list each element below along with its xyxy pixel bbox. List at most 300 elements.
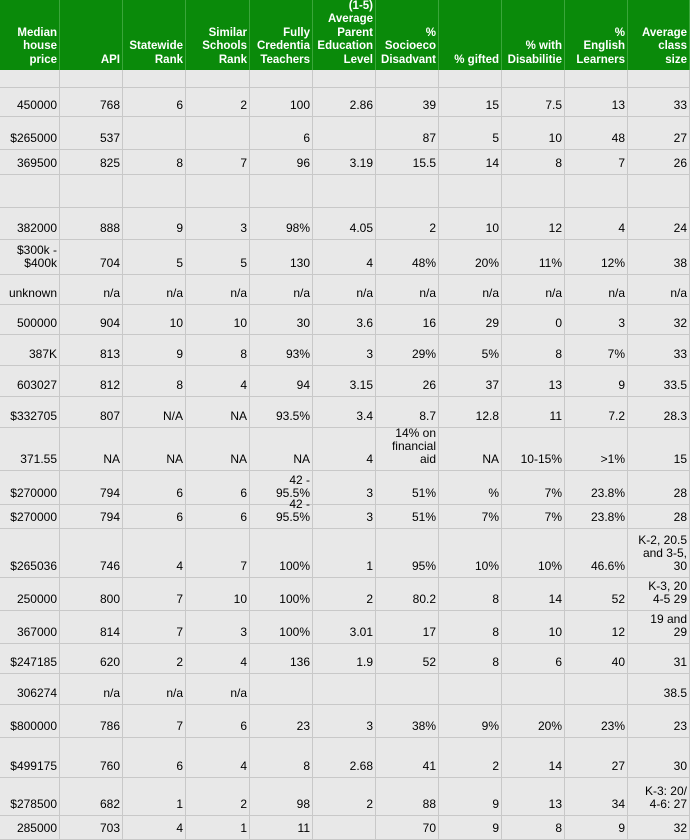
table-cell[interactable]: n/a <box>628 275 690 304</box>
table-cell[interactable]: 760 <box>60 738 123 777</box>
table-cell[interactable]: N/A <box>123 397 186 427</box>
table-cell[interactable]: 786 <box>60 705 123 737</box>
table-cell[interactable]: 33 <box>628 88 690 116</box>
table-cell[interactable]: 7 <box>123 578 186 610</box>
table-row <box>0 70 690 88</box>
table-cell[interactable]: 33.5 <box>628 366 690 396</box>
column-header[interactable]: Similar Schools Rank <box>186 0 250 70</box>
table-cell[interactable]: 9 <box>439 816 502 839</box>
table-cell[interactable]: NA <box>250 428 313 470</box>
column-header[interactable]: % Socioeco Disadvant <box>376 0 439 70</box>
table-cell[interactable] <box>250 70 313 87</box>
table-row <box>0 738 690 778</box>
column-header[interactable]: (1-5) Average Parent Education Level <box>313 0 376 70</box>
column-header[interactable]: Fully Credentia Teachers <box>250 0 313 70</box>
table-cell[interactable]: 8 <box>439 611 502 643</box>
table-cell[interactable]: 136 <box>250 644 313 673</box>
table-cell[interactable]: NA <box>123 428 186 470</box>
table-cell[interactable]: 3.4 <box>313 397 376 427</box>
table-cell[interactable] <box>439 175 502 207</box>
table-cell[interactable]: 6 <box>186 705 250 737</box>
table-cell[interactable] <box>313 175 376 207</box>
table-cell[interactable]: 29 <box>439 305 502 334</box>
table-cell[interactable]: 9 <box>123 208 186 239</box>
table-cell[interactable] <box>376 175 439 207</box>
table-cell[interactable]: 4 <box>123 529 186 577</box>
table-cell[interactable]: 800 <box>60 578 123 610</box>
table-cell[interactable]: n/a <box>250 275 313 304</box>
table-cell[interactable]: 4 <box>186 738 250 777</box>
table-row <box>0 150 690 175</box>
table-row <box>0 497 690 529</box>
table-cell[interactable] <box>313 70 376 87</box>
table-cell[interactable]: 4 <box>565 208 628 239</box>
table-cell[interactable] <box>313 674 376 704</box>
table-cell[interactable]: 250000 <box>0 578 60 610</box>
table-cell[interactable]: 3.01 <box>313 611 376 643</box>
table-cell[interactable]: NA <box>186 397 250 427</box>
table-cell[interactable]: 28.3 <box>628 397 690 427</box>
table-cell[interactable]: 4 <box>313 240 376 274</box>
table-cell[interactable]: 5 <box>186 240 250 274</box>
table-cell[interactable]: 30 <box>628 738 690 777</box>
table-cell[interactable]: 8 <box>123 150 186 174</box>
table-cell[interactable]: 1 <box>186 816 250 839</box>
table-cell[interactable]: n/a <box>376 275 439 304</box>
table-cell[interactable]: 15.5 <box>376 150 439 174</box>
table-cell[interactable]: 32 <box>628 305 690 334</box>
table-cell[interactable]: NA <box>186 428 250 470</box>
table-row <box>0 529 690 578</box>
table-cell[interactable]: 7% <box>502 505 565 528</box>
table-cell[interactable] <box>439 674 502 704</box>
table-cell[interactable]: 93.5% <box>250 397 313 427</box>
table-cell[interactable]: 387K <box>0 335 60 365</box>
table-cell[interactable]: 9 <box>565 816 628 839</box>
table-cell[interactable]: 7% <box>502 471 565 504</box>
table-cell[interactable]: 11 <box>250 816 313 839</box>
table-cell[interactable]: 23.8% <box>565 505 628 528</box>
table-cell[interactable]: 17 <box>376 611 439 643</box>
table-cell[interactable]: 19 and 29 <box>628 611 690 643</box>
table-row <box>0 366 690 397</box>
table-cell[interactable]: 7% <box>439 505 502 528</box>
table-cell[interactable]: 37 <box>439 366 502 396</box>
table-cell[interactable] <box>628 175 690 207</box>
table-row <box>0 240 690 275</box>
table-cell[interactable]: n/a <box>565 275 628 304</box>
table-cell[interactable]: 41 <box>376 738 439 777</box>
table-cell[interactable]: $265036 <box>0 529 60 577</box>
table-cell[interactable]: n/a <box>60 674 123 704</box>
table-cell[interactable]: 100% <box>250 529 313 577</box>
table-cell[interactable]: 8 <box>250 738 313 777</box>
table-cell[interactable]: 704 <box>60 240 123 274</box>
table-cell[interactable]: 7.5 <box>502 88 565 116</box>
table-cell[interactable]: 3.15 <box>313 366 376 396</box>
table-cell[interactable]: 703 <box>60 816 123 839</box>
table-cell[interactable]: 100% <box>250 611 313 643</box>
table-cell[interactable] <box>60 175 123 207</box>
table-cell[interactable]: 5 <box>439 117 502 149</box>
table-row <box>0 208 690 240</box>
table-cell[interactable] <box>0 70 60 87</box>
table-cell[interactable]: 48% <box>376 240 439 274</box>
table-cell[interactable]: 39 <box>376 88 439 116</box>
table-cell[interactable]: 4 <box>186 366 250 396</box>
table-cell[interactable]: 2 <box>439 738 502 777</box>
table-cell[interactable]: 2 <box>313 578 376 610</box>
table-cell[interactable]: 20% <box>502 705 565 737</box>
table-cell[interactable]: 794 <box>60 505 123 528</box>
table-cell[interactable]: 746 <box>60 529 123 577</box>
table-cell[interactable]: 4 <box>123 816 186 839</box>
table-cell[interactable]: 6 <box>502 644 565 673</box>
table-cell[interactable]: 28 <box>628 505 690 528</box>
table-row <box>0 471 690 505</box>
table-cell[interactable]: n/a <box>502 275 565 304</box>
table-cell[interactable]: 682 <box>60 778 123 815</box>
table-cell[interactable]: 27 <box>628 117 690 149</box>
table-cell[interactable]: 10 <box>123 305 186 334</box>
table-cell[interactable]: $300k - $400k <box>0 240 60 274</box>
table-cell[interactable]: 15 <box>439 88 502 116</box>
table-cell[interactable]: NA <box>439 428 502 470</box>
table-cell[interactable]: 4.05 <box>313 208 376 239</box>
table-cell[interactable]: >1% <box>565 428 628 470</box>
column-header[interactable]: Median house price <box>0 0 60 70</box>
table-cell[interactable]: 100 <box>250 88 313 116</box>
table-cell[interactable]: K-2, 20.5 and 3-5, 30 <box>628 529 690 577</box>
table-cell[interactable]: 8.7 <box>376 397 439 427</box>
table-cell[interactable]: 12 <box>565 611 628 643</box>
table-cell[interactable]: K-3, 20 4-5 29 <box>628 578 690 610</box>
table-cell[interactable]: $270000 <box>0 471 60 504</box>
table-cell[interactable]: 5 <box>123 240 186 274</box>
table-cell[interactable]: 9% <box>439 705 502 737</box>
table-cell[interactable]: n/a <box>186 674 250 704</box>
table-cell[interactable] <box>123 175 186 207</box>
table-cell[interactable]: 812 <box>60 366 123 396</box>
table-cell[interactable] <box>439 70 502 87</box>
table-cell[interactable]: 3 <box>313 505 376 528</box>
table-cell[interactable]: 369500 <box>0 150 60 174</box>
table-cell[interactable] <box>376 70 439 87</box>
table-cell[interactable] <box>502 674 565 704</box>
table-cell[interactable]: $332705 <box>0 397 60 427</box>
table-cell[interactable]: 7 <box>186 529 250 577</box>
table-cell[interactable] <box>186 175 250 207</box>
table-cell[interactable]: 10 <box>186 578 250 610</box>
table-cell[interactable]: 7 <box>123 611 186 643</box>
table-cell[interactable]: 95% <box>376 529 439 577</box>
table-cell[interactable]: $499175 <box>0 738 60 777</box>
table-cell[interactable]: 2.86 <box>313 88 376 116</box>
table-cell[interactable]: 5% <box>439 335 502 365</box>
table-cell[interactable]: 813 <box>60 335 123 365</box>
table-cell[interactable]: 2 <box>313 778 376 815</box>
table-cell[interactable]: 8 <box>502 150 565 174</box>
table-row <box>0 88 690 117</box>
table-row <box>0 705 690 738</box>
table-cell[interactable]: 500000 <box>0 305 60 334</box>
table-cell[interactable] <box>186 70 250 87</box>
table-cell[interactable]: 8 <box>439 644 502 673</box>
table-cell[interactable]: 34 <box>565 778 628 815</box>
table-cell[interactable]: 51% <box>376 471 439 504</box>
table-cell[interactable]: 3 <box>313 335 376 365</box>
table-cell[interactable]: n/a <box>313 275 376 304</box>
table-cell[interactable]: 94 <box>250 366 313 396</box>
table-cell[interactable] <box>565 175 628 207</box>
table-cell[interactable]: 2 <box>186 88 250 116</box>
table-cell[interactable]: $800000 <box>0 705 60 737</box>
table-cell[interactable]: 306274 <box>0 674 60 704</box>
table-row <box>0 335 690 366</box>
column-header[interactable]: % English Learners <box>565 0 628 70</box>
table-cell[interactable]: 7% <box>565 335 628 365</box>
table-cell[interactable]: 52 <box>565 578 628 610</box>
table-cell[interactable] <box>628 70 690 87</box>
table-cell[interactable]: 15 <box>628 428 690 470</box>
table-cell[interactable]: 8 <box>502 816 565 839</box>
table-cell[interactable]: 48 <box>565 117 628 149</box>
table-cell[interactable]: 904 <box>60 305 123 334</box>
table-cell[interactable] <box>0 175 60 207</box>
table-cell[interactable]: 1.9 <box>313 644 376 673</box>
table-cell[interactable]: 768 <box>60 88 123 116</box>
table-cell[interactable]: 8 <box>186 335 250 365</box>
column-header[interactable]: % with Disabilitie <box>502 0 565 70</box>
table-cell[interactable]: 814 <box>60 611 123 643</box>
table-row <box>0 644 690 674</box>
table-cell[interactable]: n/a <box>123 674 186 704</box>
table-cell[interactable]: 93% <box>250 335 313 365</box>
table-cell[interactable]: 3 <box>186 208 250 239</box>
table-cell[interactable]: 12.8 <box>439 397 502 427</box>
table-cell[interactable]: 32 <box>628 816 690 839</box>
table-cell[interactable]: 11% <box>502 240 565 274</box>
table-cell[interactable]: 24 <box>628 208 690 239</box>
table-cell[interactable]: 31 <box>628 644 690 673</box>
table-row <box>0 674 690 705</box>
table-cell[interactable]: 6 <box>123 88 186 116</box>
table-cell[interactable]: 2 <box>376 208 439 239</box>
table-cell[interactable]: unknown <box>0 275 60 304</box>
table-row <box>0 816 690 840</box>
table-cell[interactable]: 14 <box>502 578 565 610</box>
table-cell[interactable] <box>565 70 628 87</box>
table-cell[interactable]: 23 <box>628 705 690 737</box>
table-cell[interactable]: 12 <box>502 208 565 239</box>
table-cell[interactable]: 40 <box>565 644 628 673</box>
table-cell[interactable]: 450000 <box>0 88 60 116</box>
table-cell[interactable]: 2 <box>123 644 186 673</box>
table-cell[interactable]: 70 <box>376 816 439 839</box>
table-cell[interactable]: 367000 <box>0 611 60 643</box>
table-row <box>0 305 690 335</box>
table-cell[interactable]: 13 <box>565 88 628 116</box>
table-cell[interactable]: 7.2 <box>565 397 628 427</box>
table-cell[interactable]: 29% <box>376 335 439 365</box>
table-cell[interactable]: 51% <box>376 505 439 528</box>
table-row <box>0 275 690 305</box>
table-cell[interactable]: 9 <box>565 366 628 396</box>
column-header[interactable]: % gifted <box>439 0 502 70</box>
table-cell[interactable]: 4 <box>313 428 376 470</box>
table-cell[interactable]: 96 <box>250 150 313 174</box>
table-cell[interactable]: 13 <box>502 778 565 815</box>
table-cell[interactable]: 285000 <box>0 816 60 839</box>
table-cell[interactable]: 6 <box>186 471 250 504</box>
table-cell[interactable]: 14 <box>502 738 565 777</box>
table-cell[interactable]: $265000 <box>0 117 60 149</box>
table-cell[interactable]: 382000 <box>0 208 60 239</box>
table-cell[interactable]: 130 <box>250 240 313 274</box>
table-cell[interactable]: 2 <box>186 778 250 815</box>
table-cell[interactable]: 603027 <box>0 366 60 396</box>
table-cell[interactable]: 794 <box>60 471 123 504</box>
table-cell[interactable]: 10 <box>502 611 565 643</box>
table-row <box>0 397 690 428</box>
column-header[interactable]: API <box>60 0 123 70</box>
table-cell[interactable]: 7 <box>186 150 250 174</box>
table-cell[interactable]: 825 <box>60 150 123 174</box>
table-cell[interactable]: 88 <box>376 778 439 815</box>
table-cell[interactable]: 2.68 <box>313 738 376 777</box>
table-cell[interactable]: 98% <box>250 208 313 239</box>
table-row <box>0 778 690 816</box>
table-cell[interactable]: 7 <box>123 705 186 737</box>
table-cell[interactable]: 9 <box>123 335 186 365</box>
table-cell[interactable]: 38 <box>628 240 690 274</box>
table-cell[interactable]: n/a <box>60 275 123 304</box>
table-cell[interactable]: 8 <box>502 335 565 365</box>
table-cell[interactable] <box>376 674 439 704</box>
table-cell[interactable]: 33 <box>628 335 690 365</box>
table-cell[interactable]: 23% <box>565 705 628 737</box>
table-cell[interactable] <box>565 674 628 704</box>
table-row <box>0 117 690 150</box>
table-cell[interactable]: K-3: 20/ 4-6: 27 <box>628 778 690 815</box>
table-cell[interactable]: 38.5 <box>628 674 690 704</box>
table-cell[interactable]: 10 <box>186 305 250 334</box>
table-cell[interactable]: 3 <box>186 611 250 643</box>
table-cell[interactable]: 10% <box>439 529 502 577</box>
table-cell[interactable]: 0 <box>502 305 565 334</box>
table-cell[interactable]: $247185 <box>0 644 60 673</box>
table-cell[interactable]: 3 <box>565 305 628 334</box>
table-cell[interactable]: 14% on financial aid <box>376 428 439 470</box>
table-cell[interactable]: 14 <box>439 150 502 174</box>
table-cell[interactable]: 11 <box>502 397 565 427</box>
table-cell[interactable]: 7 <box>565 150 628 174</box>
table-cell[interactable] <box>250 175 313 207</box>
table-cell[interactable]: 3.6 <box>313 305 376 334</box>
table-cell[interactable] <box>313 117 376 149</box>
table-cell[interactable]: 3.19 <box>313 150 376 174</box>
table-cell[interactable] <box>250 674 313 704</box>
table-cell[interactable]: 3 <box>313 471 376 504</box>
table-cell[interactable]: 8 <box>439 578 502 610</box>
table-cell[interactable]: 6 <box>123 471 186 504</box>
table-cell[interactable]: $270000 <box>0 505 60 528</box>
table-cell[interactable]: % <box>439 471 502 504</box>
table-cell[interactable]: 8 <box>123 366 186 396</box>
table-cell[interactable]: 10 <box>439 208 502 239</box>
table-cell[interactable] <box>313 816 376 839</box>
table-row <box>0 428 690 471</box>
table-cell[interactable] <box>123 117 186 149</box>
table-row <box>0 578 690 611</box>
table-cell[interactable]: 42 - 95.5% <box>250 471 313 504</box>
table-cell[interactable]: 9 <box>439 778 502 815</box>
table-cell[interactable]: n/a <box>123 275 186 304</box>
table-cell[interactable]: 27 <box>565 738 628 777</box>
table-cell[interactable]: 888 <box>60 208 123 239</box>
table-cell[interactable]: 30 <box>250 305 313 334</box>
table-row <box>0 611 690 644</box>
table-cell[interactable]: 80.2 <box>376 578 439 610</box>
table-cell[interactable]: 6 <box>123 505 186 528</box>
table-cell[interactable]: 13 <box>502 366 565 396</box>
table-cell[interactable]: 1 <box>313 529 376 577</box>
table-cell[interactable]: 23.8% <box>565 471 628 504</box>
table-cell[interactable]: 38% <box>376 705 439 737</box>
table-cell[interactable]: 3 <box>313 705 376 737</box>
table-cell[interactable]: 16 <box>376 305 439 334</box>
column-header[interactable]: Average class size <box>628 0 690 70</box>
table-cell[interactable]: 10 <box>502 117 565 149</box>
table-cell[interactable]: 6 <box>186 505 250 528</box>
table-cell[interactable]: 23 <box>250 705 313 737</box>
table-cell[interactable]: NA <box>60 428 123 470</box>
table-cell[interactable]: 4 <box>186 644 250 673</box>
table-cell[interactable] <box>123 70 186 87</box>
table-cell[interactable]: 46.6% <box>565 529 628 577</box>
table-cell[interactable]: 537 <box>60 117 123 149</box>
table-cell[interactable] <box>502 70 565 87</box>
table-cell[interactable]: 10% <box>502 529 565 577</box>
table-cell[interactable]: 42 - 95.5% <box>250 505 313 528</box>
header-row <box>0 0 690 70</box>
table-cell[interactable]: 807 <box>60 397 123 427</box>
table-cell[interactable]: 6 <box>123 738 186 777</box>
table-cell[interactable]: 100% <box>250 578 313 610</box>
table-cell[interactable]: 371.55 <box>0 428 60 470</box>
table-cell[interactable]: 26 <box>628 150 690 174</box>
table-cell[interactable]: 6 <box>250 117 313 149</box>
table-cell[interactable]: n/a <box>439 275 502 304</box>
table-cell[interactable]: 28 <box>628 471 690 504</box>
table-row <box>0 175 690 208</box>
table-cell[interactable]: 1 <box>123 778 186 815</box>
table-cell[interactable] <box>186 117 250 149</box>
table-cell[interactable]: 620 <box>60 644 123 673</box>
table-cell[interactable]: $278500 <box>0 778 60 815</box>
table-cell[interactable]: 26 <box>376 366 439 396</box>
table-cell[interactable]: n/a <box>186 275 250 304</box>
table-cell[interactable]: 52 <box>376 644 439 673</box>
table-cell[interactable] <box>60 70 123 87</box>
table-cell[interactable]: 12% <box>565 240 628 274</box>
table-cell[interactable] <box>502 175 565 207</box>
table-cell[interactable]: 98 <box>250 778 313 815</box>
table-cell[interactable]: 20% <box>439 240 502 274</box>
table-cell[interactable]: 87 <box>376 117 439 149</box>
table-cell[interactable]: 10-15% <box>502 428 565 470</box>
column-header[interactable]: Statewide Rank <box>123 0 186 70</box>
